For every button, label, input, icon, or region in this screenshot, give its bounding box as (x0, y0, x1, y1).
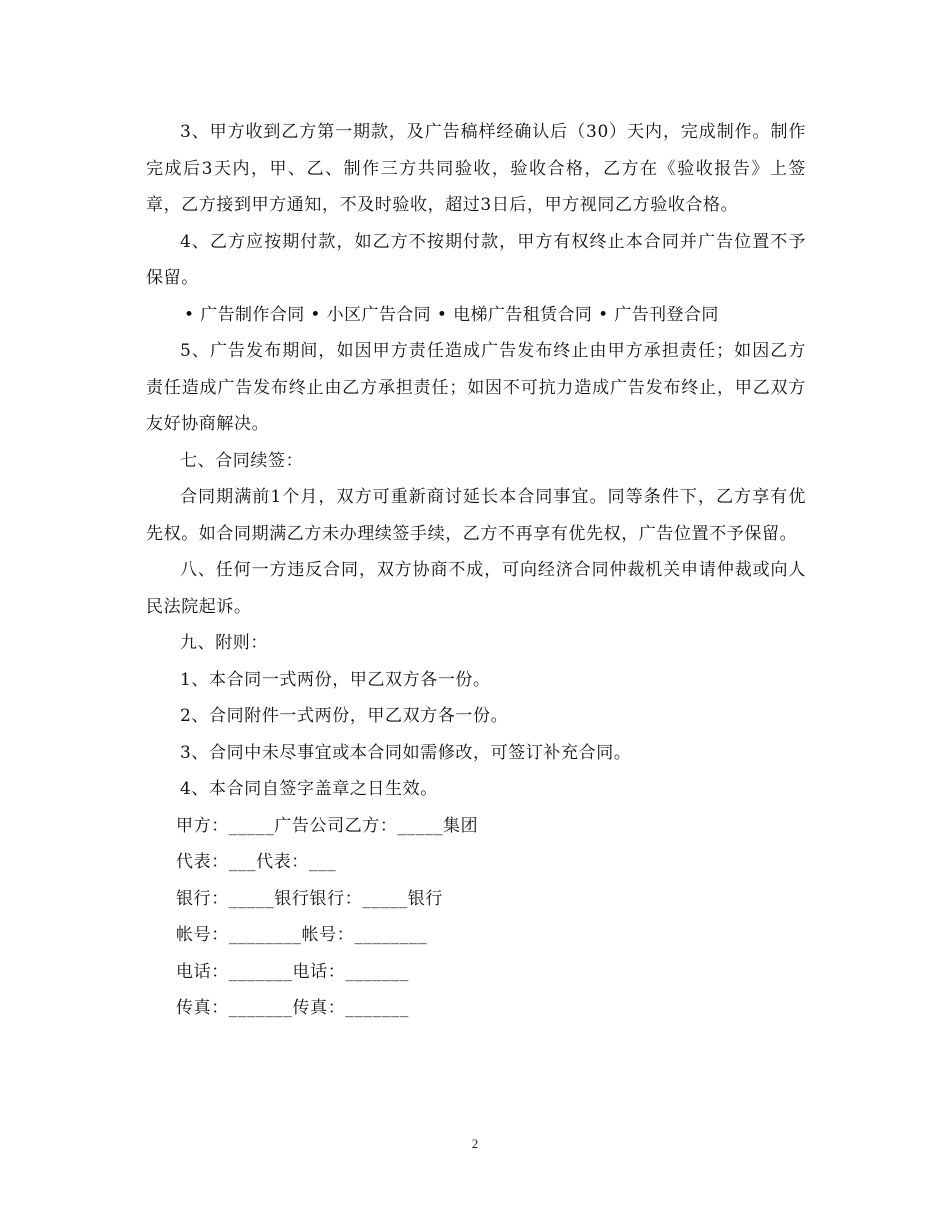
page-number: 2 (471, 1136, 479, 1151)
appendix-item-3: 3、合同中未尽事宜或本合同如需修改，可签订补充合同。 (180, 742, 632, 763)
signature-representative-line: 代表：___代表：___ (176, 852, 337, 872)
section-7-heading: 七、合同续签： (180, 450, 304, 471)
signature-account-line: 帐号：________帐号：________ (176, 925, 428, 945)
related-links-line: • 广告制作合同 • 小区广告合同 • 电梯广告租赁合同 • 广告刊登合同 (184, 304, 719, 325)
section-8-text: 八、任何一方违反合同，双方协商不成，可向经济合同仲裁机关申请仲裁或向人民法院起诉。 (146, 560, 806, 617)
signature-bank-line: 银行：_____银行银行：_____银行 (176, 888, 443, 909)
section-9-heading: 九、附则： (180, 633, 268, 653)
appendix-item-1: 1、本合同一式两份，甲乙双方各一份。 (180, 669, 491, 690)
signature-party-line: 甲方：_____广告公司乙方：_____集团 (176, 815, 479, 836)
clause-3: 3、甲方收到乙方第一期款，及广告稿样经确认后（30）天内，完成制作。制作完成后3天内，甲、乙、制作三方共同验收，验收合格，乙方在《验收报告》上签章，乙方接到甲方通知，不及时验收，超过3日后，甲方视同乙方验收合格。 (146, 122, 806, 215)
signature-fax-line: 传真：_______传真：_______ (176, 998, 409, 1018)
clause-4: 4、乙方应按期付款，如乙方不按期付款，甲方有权终止本合同并广告位置不予保留。 (146, 231, 806, 288)
signature-phone-line: 电话：_______电话：_______ (176, 961, 409, 982)
document-body (146, 114, 806, 1027)
section-7-text: 合同期满前1个月，双方可重新商讨延长本合同事宜。同等条件下，乙方享有优先权。如合同期满乙方未办理续签手续，乙方不再享有优先权，广告位置不予保留。 (146, 487, 806, 544)
appendix-item-4: 4、本合同自签字盖章之日生效。 (180, 779, 438, 799)
appendix-item-2: 2、合同附件一式两份，甲乙双方各一份。 (180, 706, 509, 726)
clause-5: 5、广告发布期间，如因甲方责任造成广告发布终止由甲方承担责任；如因乙方责任造成广告发布终止由乙方承担责任；如因不可抗力造成广告发布终止，甲乙双方友好协商解决。 (146, 341, 806, 434)
